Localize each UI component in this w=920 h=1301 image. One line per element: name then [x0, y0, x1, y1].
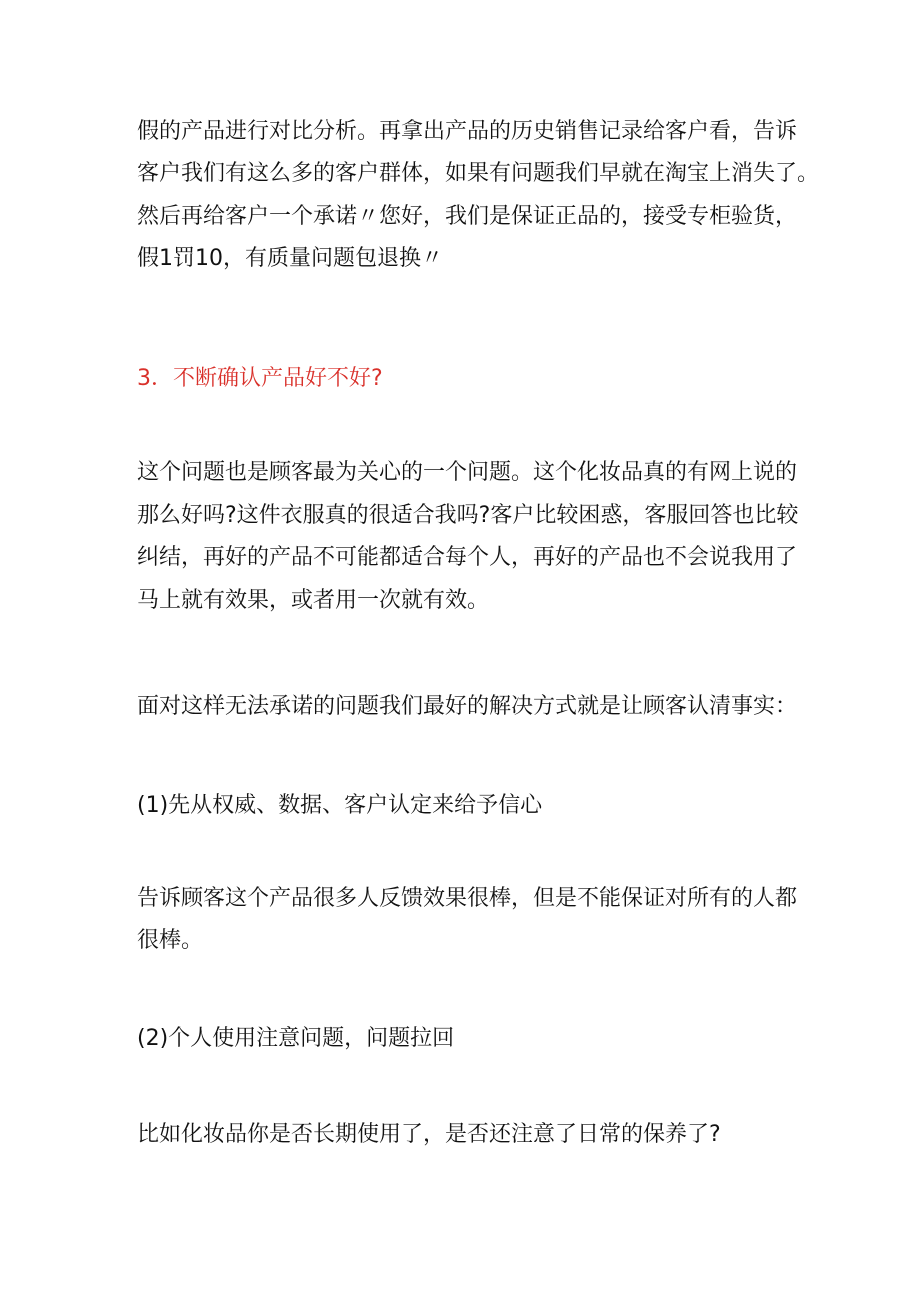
paragraph-1-line-1: 假的产品进行对比分析。再拿出产品的历史销售记录给客户看，告诉	[137, 119, 798, 144]
paragraph-2-line-2: 那么好吗?这件衣服真的很适合我吗?客户比较困惑，客服回答也比较	[137, 503, 799, 528]
paragraph-2-line-3: 纠结，再好的产品不可能都适合每个人，再好的产品也不会说我用了	[137, 545, 798, 570]
paragraph-1-line-4: 假1罚10，有质量问题包退换〃	[137, 246, 443, 271]
paragraph-4-line-1: 告诉顾客这个产品很多人反馈效果很棒，但是不能保证对所有的人都	[137, 886, 798, 911]
paragraph-1-line-3: 然后再给客户一个承诺〃您好，我们是保证正品的，接受专柜验货，	[137, 204, 798, 229]
paragraph-2-line-1: 这个问题也是顾客最为关心的一个问题。这个化妆品真的有网上说的	[137, 460, 798, 485]
point-2: (2)个人使用注意问题，问题拉回	[137, 1026, 455, 1051]
paragraph-3: 面对这样无法承诺的问题我们最好的解决方式就是让顾客认清事实：	[137, 694, 798, 719]
paragraph-2-line-4: 马上就有效果，或者用一次就有效。	[137, 588, 490, 613]
paragraph-4-line-2: 很棒。	[137, 928, 204, 953]
point-1: (1)先从权威、数据、客户认定来给予信心	[137, 793, 543, 818]
paragraph-1-line-2: 客户我们有这么多的客户群体，如果有问题我们早就在淘宝上消失了。	[137, 161, 820, 186]
section-heading-3: 3．不断确认产品好不好?	[137, 366, 383, 391]
paragraph-5: 比如化妆品你是否长期使用了，是否还注意了日常的保养了?	[137, 1122, 721, 1147]
